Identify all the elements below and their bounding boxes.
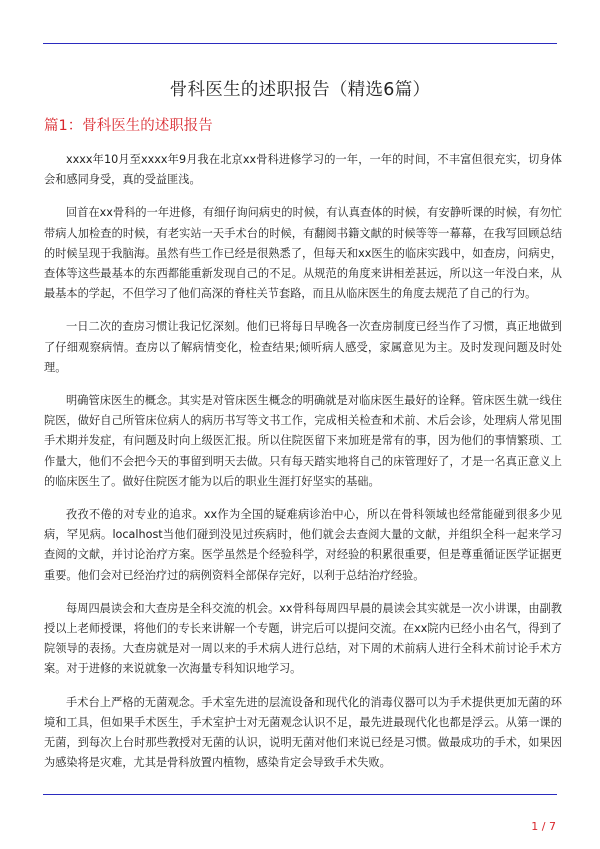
paragraph-4: 明确管床医生的概念。其实是对管床医生概念的明确就是对临床医生最好的诠释。管床医生就一线住院医，做好自己所管床位病人的病历书写等文书工作，完成相关检查和术前、术后会诊，处理病人常见围手术期并发症，有问题及时向上级医汇报。所以住院医留下来加班是常有的事，因为他们的事情繁琐、工作量大，他们不会把今天的事留到明天去做。只有每天踏实地将自己的床管理好了，才是一名真正意义上的临床医生了。做好住院医才能为以后的职业生涯打好坚实的基础。 — [44, 394, 562, 488]
paragraph-5: 孜孜不倦的对专业的追求。xx作为全国的疑难病诊治中心，所以在骨科领域也经常能碰到很多少见病，罕见病。localhost当他们碰到没见过疾病时，他们就会去查阅大量的文献，并组织全科一起来学习查阅的文献，并讨论治疗方案。医学虽然是个经验科学，对经验的积累很重要，但是尊重循证医学证据更重要。他们会对已经治疗过的病例资料全部保存完好，以利于总结治疗经验。 — [44, 508, 562, 582]
paragraph-2: 回首在xx骨科的一年进修，有细仔询问病史的时候，有认真查体的时候，有安静听课的时候，有勿忙带病人加检查的时候，有老实站一天手术台的时候，有翻阅书籍文献的时候等等一幕幕，在我写回顾总结的时候呈现于我脑海。虽然有些工作已经是很熟悉了，但每天和xx医生的临床实践中，如查房，问病史，查体等这些最基本的东西都能重新发现自己的不足。从规范的角度来讲相差甚远，所以这一年没白来，从最基本的学起，不但学习了他们高深的脊柱关节套路，而且从临床医生的角度去规范了自己的行为。 — [44, 206, 562, 301]
footer-rule — [43, 794, 557, 795]
paragraph-7: 手术台上严格的无菌观念。手术室先进的层流设备和现代化的消毒仪器可以为手术提供更加无菌的环境和工具，但如果手术医生，手术室护士对无菌观念认识不足，最先进最现代化也都是浮云。从第一课的无菌，到每次上台时那些教授对无菌的认识，说明无菌对他们来说已经是习惯。做最成功的手术，如果因为感染将是灾难，尤其是骨科放置内植物，感染肯定会导致手术失败。 — [44, 695, 562, 770]
paragraph-1: xxxx年10月至xxxx年9月我在北京xx骨科进修学习的一年，一年的时间，不丰富但很充实，切身体会和感同身受，真的受益匪浅。 — [44, 153, 562, 187]
section-heading: 篇1：骨科医生的述职报告 — [44, 118, 213, 134]
header-rule — [43, 43, 557, 44]
page-number: 1 / 7 — [531, 820, 556, 833]
document-title: 骨科医生的述职报告（精选6篇） — [169, 80, 431, 100]
document-body — [44, 150, 562, 786]
paragraph-3: 一日二次的查房习惯让我记忆深刻。他们已将每日早晚各一次查房制度已经当作了习惯，真正地做到了仔细观察病情。查房以了解病情变化，检查结果;倾听病人感受，家属意见为主。及时发现问题及时处理。 — [44, 320, 562, 374]
paragraph-6: 每周四晨读会和大查房是全科交流的机会。xx骨科每周四早晨的晨读会其实就是一次小讲课，由副教授以上老师授课，将他们的专长来讲解一个专题，讲完后可以提问交流。在xx院内已经小由名气，得到了院领导的表扬。大查房就是对一周以来的手术病人进行总结，对下周的术前病人进行全科术前讨论手术方案。对于进修的来说就象一次海量专科知识地学习。 — [44, 601, 562, 676]
